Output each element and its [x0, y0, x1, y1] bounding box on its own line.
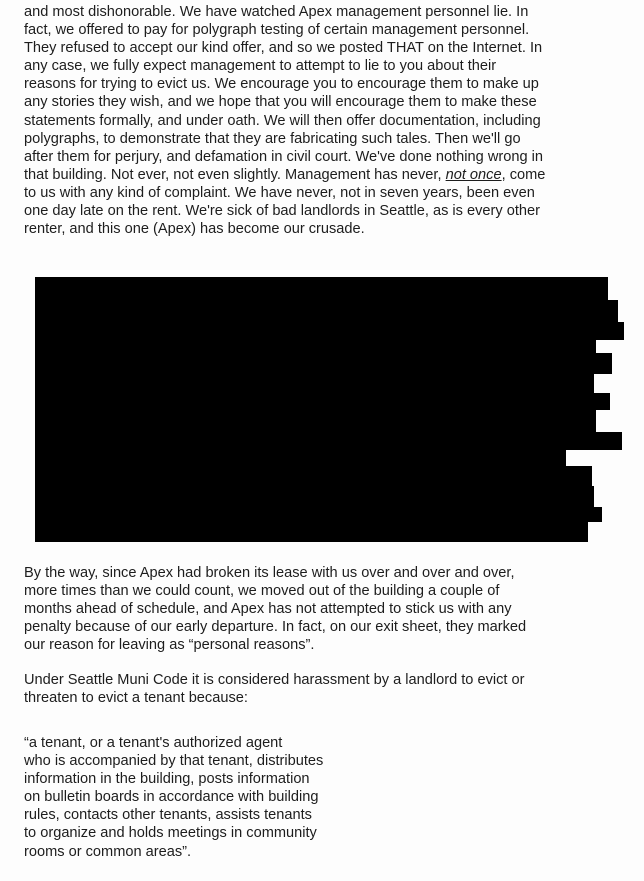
text-line: threaten to evict a tenant because: [24, 690, 248, 707]
text-line: our reason for leaving as “personal reasons”. [24, 637, 315, 654]
text-line: statements formally, and under oath. We will then offer documentation, including [24, 112, 541, 129]
text-line-with-emphasis [24, 166, 630, 184]
quote-line: rooms or common areas”. [24, 843, 192, 860]
quote-line: on bulletin boards in accordance with building [24, 789, 319, 806]
text-line: penalty because of our early departure. In fact, on our exit sheet, they marked [24, 619, 527, 636]
text-line: By the way, since Apex had broken its lease with us over and over and over, [24, 565, 515, 581]
text-line: after them for perjury, and defamation in civil court. We've done nothing wrong in [24, 148, 543, 165]
text-segment: , come [501, 166, 546, 183]
text-line: to us with any kind of complaint. We have never, not in seven years, been even [24, 184, 535, 201]
text-segment: that building. Not ever, not even slightly. Management has never, [24, 166, 442, 183]
quote-line: rules, contacts other tenants, assists tenants [24, 807, 312, 824]
quote-line: to organize and holds meetings in community [24, 825, 317, 842]
text-line: more times than we could count, we moved out of the building a couple of [24, 583, 500, 600]
quote-line: who is accompanied by that tenant, distributes [24, 753, 324, 770]
text-line: and most dishonorable. We have watched Apex management personnel lie. In [24, 4, 529, 20]
text-line: months ahead of schedule, and Apex has not attempted to stick us with any [24, 601, 512, 618]
text-line: reasons for trying to evict us. We encourage you to encourage them to make up [24, 76, 539, 93]
text-line: one day late on the rent. We're sick of bad landlords in Seattle, as is every other [24, 203, 541, 220]
text-line: fact, we offered to pay for polygraph testing of certain management personnel. [24, 22, 530, 39]
text-line: Under Seattle Muni Code it is considered harassment by a landlord to evict or [24, 672, 525, 688]
text-line: any case, we fully expect management to attempt to lie to you about their [24, 58, 497, 75]
emphasis-not-once: not once [445, 166, 502, 183]
text-line: polygraphs, to demonstrate that they are fabricating such tales. Then we'll go [24, 130, 521, 147]
paragraph-early-departure [24, 564, 630, 654]
text-line: They refused to accept our kind offer, and so we posted THAT on the Internet. In [24, 40, 543, 57]
text-line: renter, and this one (Apex) has become our crusade. [24, 221, 365, 238]
text-line: any stories they wish, and we hope that you will encourage them to make these [24, 94, 537, 111]
quote-block [24, 734, 630, 861]
paragraph-muni-code [24, 671, 630, 707]
quote-line: “a tenant, or a tenant's authorized agent [24, 735, 283, 751]
paragraph-apex-management [24, 3, 630, 238]
quote-line: information in the building, posts information [24, 771, 310, 788]
redaction-shape [35, 277, 624, 542]
